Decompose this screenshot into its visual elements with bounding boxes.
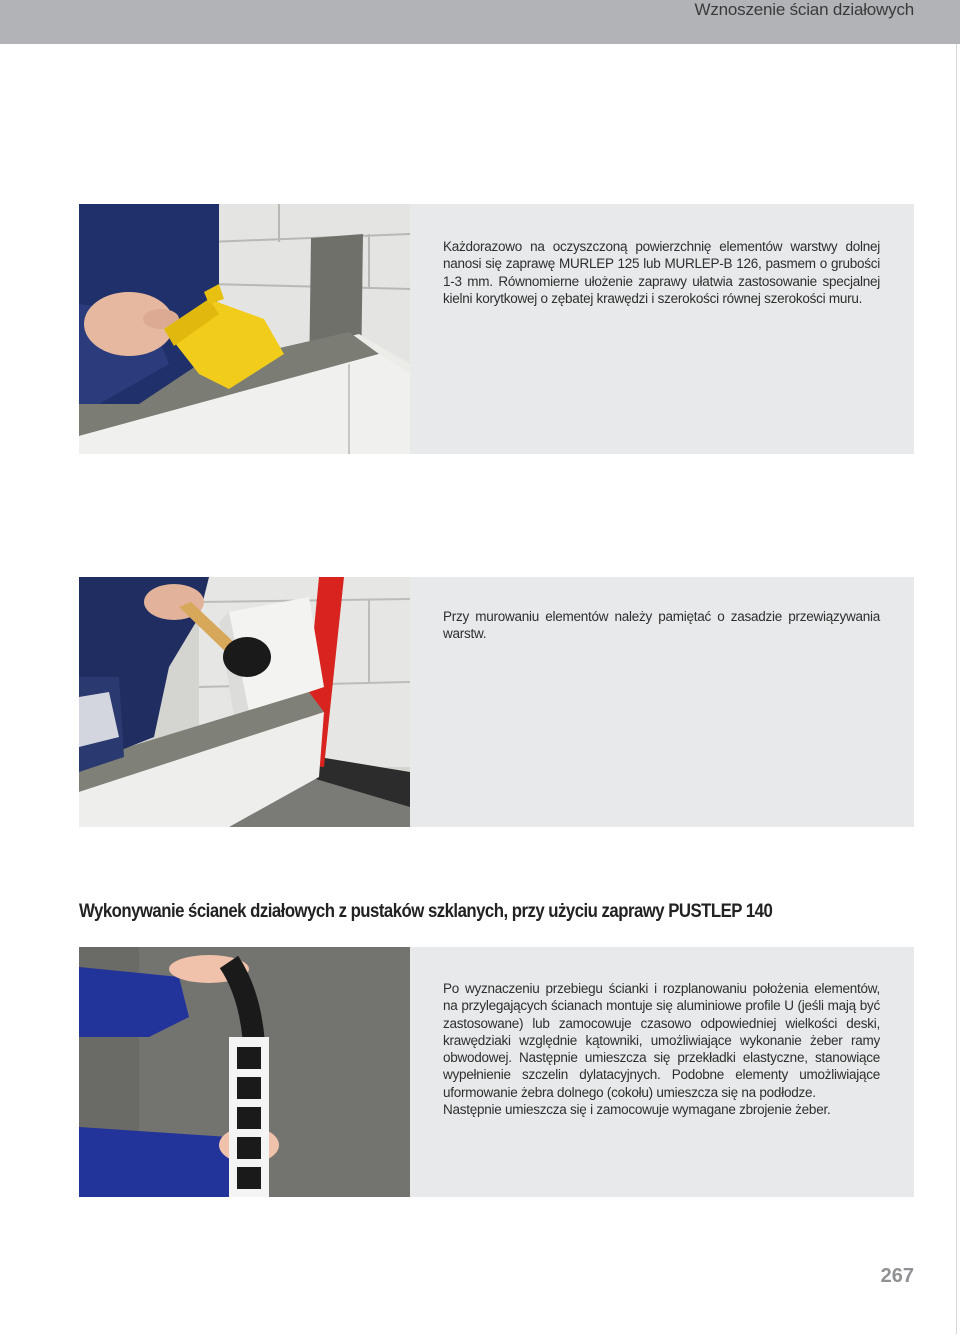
section-heading: Wykonywanie ścianek działowych z pustaków szklanych, przy użyciu zaprawy PUSTLEP 140 — [79, 900, 773, 922]
section-mallet — [79, 577, 914, 827]
photo-trowel-mortar — [79, 204, 410, 454]
photo-mallet-block — [79, 577, 410, 827]
section-trowel — [79, 204, 914, 454]
section-glass-blocks — [79, 947, 914, 1197]
page-number: 267 — [880, 1265, 914, 1287]
section-trowel-paragraph: Każdorazowo na oczyszczoną powierzchnię elementów warstwy dolnej nanosi się zaprawę MURLEP 125 lub MURLEP-B 126, pasmem o grubości 1-3 mm. Równomierne ułożenie zaprawy ułatwia zastosowanie specjalnej kielni korytkowej o zębatej krawędzi i szerokości równej szerokości muru. — [443, 239, 880, 306]
section-trowel-text — [443, 238, 880, 307]
section-mallet-text — [443, 608, 880, 643]
section-glass-blocks-paragraph-1: Po wyznaczeniu przebiegu ścianki i rozplanowaniu położenia elementów, na przylegających ścianach montuje się aluminiowe profile U (jeśli mają być zastosowane) lub zamocowuje czasowo odpowiedniej wielkości deski, krawędziaki względnie kątowniki, umożliwiające wykonanie żeber ramy obwodowej. Następnie umieszcza się przekładki elastyczne, stanowiące wypełnienie szczelin dylatacyjnych. Podobne elementy umożliwiające uformowanie żebra dolnego (cokołu) umieszcza się na podłodze. — [443, 981, 880, 1100]
section-glass-blocks-paragraph-2: Następnie umieszcza się i zamocowuje wymagane zbrojenie żeber. — [443, 1102, 831, 1118]
section-mallet-paragraph: Przy murowaniu elementów należy pamiętać o zasadzie przewiązywania warstw. — [443, 609, 880, 642]
header-bar — [0, 0, 960, 44]
photo-expansion-strip — [79, 947, 410, 1197]
header-title: Wznoszenie ścian działowych — [694, 0, 914, 19]
section-glass-blocks-text — [443, 980, 880, 1118]
page-edge-line — [956, 44, 957, 1334]
